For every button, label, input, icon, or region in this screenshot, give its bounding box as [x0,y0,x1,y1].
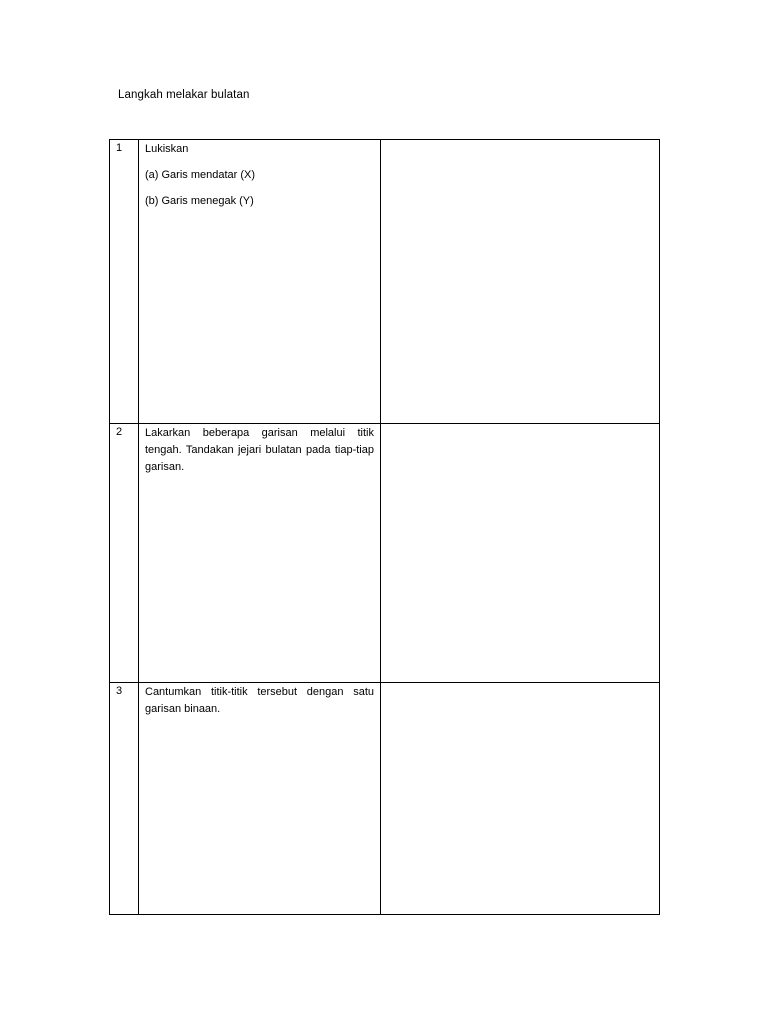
step-description-cell [139,140,381,424]
step-text: Cantumkan titik-titik tersebut dengan satu garisan binaan. [145,686,374,715]
drawing-area-cell [381,140,660,424]
step-heading: Lukiskan [145,143,189,155]
step-number-cell [110,683,139,915]
step-description-cell [139,424,381,683]
step-text: Lakarkan beberapa garisan melalui titik tengah. Tandakan jejari bulatan pada tiap-tiap garisan. [145,427,374,473]
step-row-3 [110,683,660,915]
step-number: 2 [116,426,123,438]
step-item-b: (b) Garis menegak (Y) [145,195,254,207]
step-number-cell [110,140,139,424]
drawing-area-cell [381,683,660,915]
steps-table [109,139,660,915]
step-row-1 [110,140,660,424]
drawing-area-cell [381,424,660,683]
step-row-2 [110,424,660,683]
step-description-cell [139,683,381,915]
step-number: 3 [116,685,123,697]
step-item-a: (a) Garis mendatar (X) [145,169,256,181]
step-number: 1 [116,142,123,154]
step-number-cell [110,424,139,683]
page-title: Langkah melakar bulatan [118,89,250,101]
